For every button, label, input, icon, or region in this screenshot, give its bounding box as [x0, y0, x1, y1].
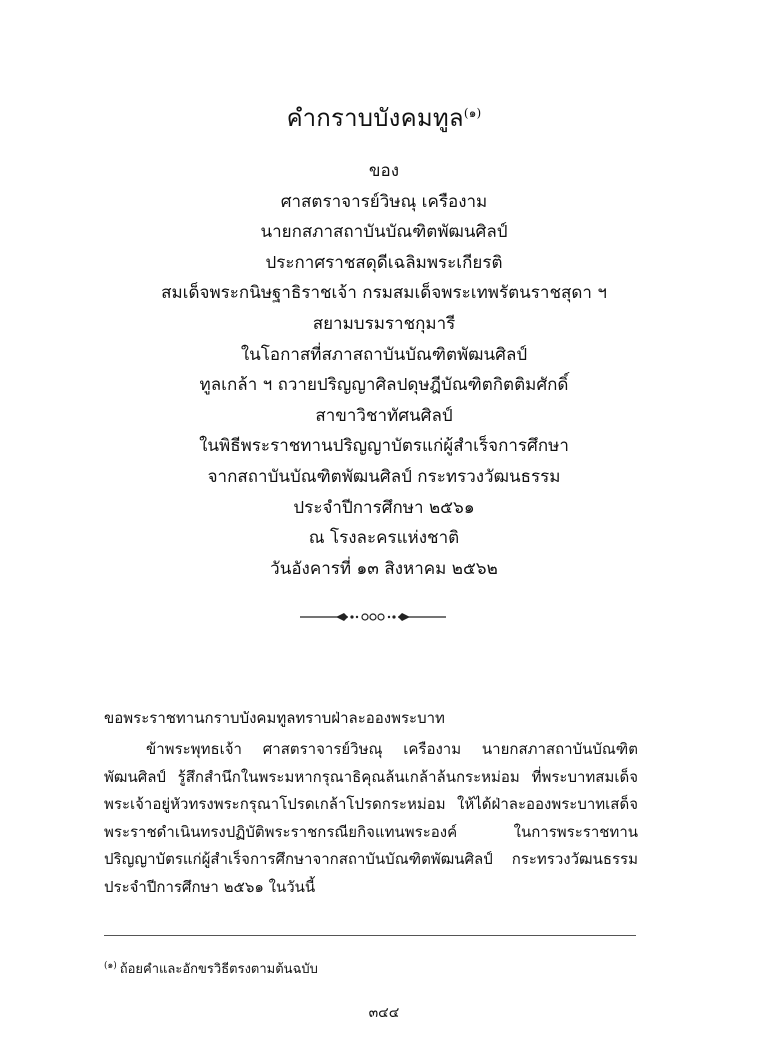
header-line: ประกาศราชสดุดีเฉลิมพระเกียรติ — [265, 252, 503, 273]
header-line: ศาสตราจารย์วิษณุ เครืองาม — [280, 191, 488, 212]
paragraph-line: พระเจ้าอยู่หัวทรงพระกรุณาโปรดเกล้าโปรดกระหม่อม ให้ได้ฝ่าละอองพระบาทเสด็จ — [104, 795, 638, 813]
header-line: ของ — [368, 161, 400, 181]
footnote-text: ถ้อยคำและอักขรวิธีตรงตามต้นฉบับ — [119, 962, 318, 977]
header-line: จากสถาบันบัณฑิตพัฒนศิลป์ กระทรวงวัฒนธรรม — [207, 466, 561, 487]
header-line: สยามบรมราชกุมารี — [312, 313, 456, 334]
paragraph-line: ปริญญาบัตรแก่ผู้สำเร็จการศึกษาจากสถาบันบัณฑิตพัฒนศิลป์ กระทรวงวัฒนธรรม — [104, 850, 638, 868]
ornament-divider-icon — [298, 608, 448, 626]
header-line: สาขาวิชาทัศนศิลป์ — [315, 405, 453, 426]
header-line: ในพิธีพระราชทานปริญญาบัตรแก่ผู้สำเร็จการศึกษา — [199, 436, 569, 457]
salutation: ขอพระราชทานกราบบังคมทูลทราบฝ่าละอองพระบาท — [104, 709, 445, 727]
document-title: คำกราบบังคมทูล — [286, 104, 464, 132]
document-title-line — [0, 96, 768, 135]
title-footnote-marker: (๑) — [463, 106, 482, 120]
body-paragraph — [104, 736, 638, 901]
header-line: ณ โรงละครแห่งชาติ — [308, 528, 460, 549]
header-line: ในโอกาสที่สภาสถาบันบัณฑิตพัฒนศิลป์ — [240, 344, 528, 365]
footnote-divider — [104, 935, 636, 936]
header-line: วันอังคารที่ ๑๓ สิงหาคม ๒๕๖๒ — [270, 558, 498, 579]
paragraph-line: พระราชดำเนินทรงปฏิบัติพระราชกรณียกิจแทนพระองค์ ในการพระราชทาน — [104, 822, 638, 841]
paragraph-line: ประจำปีการศึกษา ๒๕๖๑ ในวันนี้ — [104, 877, 316, 896]
footnote-marker: (๑) — [104, 961, 117, 971]
header-line: ทูลเกล้า ฯ ถวายปริญญาศิลปดุษฎีบัณฑิตกิตติมศักดิ์ — [199, 375, 569, 396]
header-line: ประจำปีการศึกษา ๒๕๖๑ — [293, 497, 475, 518]
footnote — [104, 956, 318, 980]
header-line: สมเด็จพระกนิษฐาธิราชเจ้า กรมสมเด็จพระเทพรัตนราชสุดา ฯ — [161, 283, 607, 304]
address-header — [0, 156, 768, 584]
header-line: นายกสภาสถาบันบัณฑิตพัฒนศิลป์ — [260, 222, 508, 243]
page-number: ๓๔๔ — [368, 1005, 400, 1021]
paragraph-line: ข้าพระพุทธเจ้า ศาสตราจารย์วิษณุ เครืองาม นายกสภาสถาบันบัณฑิต — [146, 740, 638, 758]
paragraph-line: พัฒนศิลป์ รู้สึกสำนึกในพระมหากรุณาธิคุณล้นเกล้าล้นกระหม่อม ที่พระบาทสมเด็จ — [104, 767, 638, 786]
